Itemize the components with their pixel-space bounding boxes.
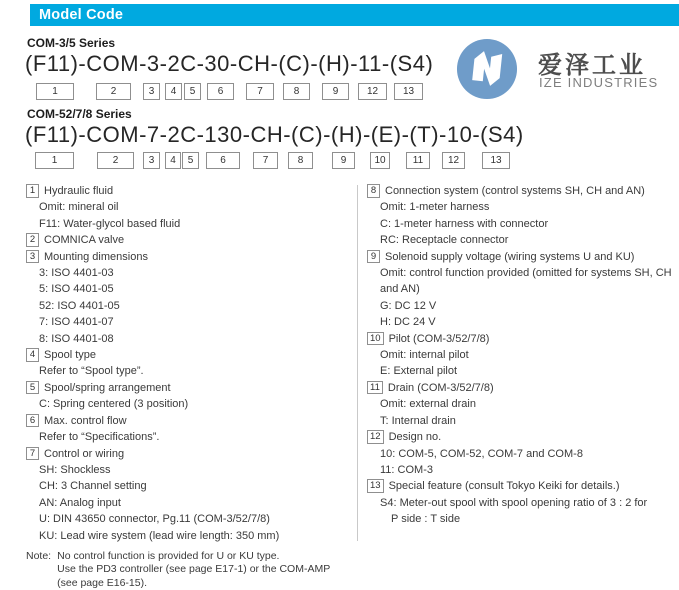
code-position-box: 3 — [143, 83, 160, 100]
code-position-box: 1 — [35, 152, 74, 169]
column-divider — [357, 185, 358, 541]
item-line: and AN) — [380, 283, 420, 296]
item-line: 8: ISO 4401-08 — [39, 332, 114, 345]
item-line: 5: ISO 4401-05 — [39, 283, 114, 296]
item-line: F11: Water-glycol based fluid — [39, 217, 181, 230]
code-position-box: 12 — [358, 83, 387, 100]
note-line: Use the PD3 controller (see page E17-1) or the COM-AMP — [57, 563, 331, 576]
logo-cjk-text: 爱泽工业 — [538, 52, 646, 79]
logo-circle-icon — [456, 38, 518, 100]
ize-industries-logo — [456, 37, 674, 101]
code-position-box: 6 — [207, 83, 234, 100]
item-title: Control or wiring — [44, 447, 125, 460]
code-position-box: 7 — [246, 83, 274, 100]
item-line: T: Internal drain — [380, 414, 456, 427]
legend-item — [26, 446, 354, 544]
code-position-box: 11 — [406, 152, 430, 169]
item-line: E: External pilot — [380, 365, 458, 378]
item-line: 3: ISO 4401-03 — [39, 267, 114, 280]
item-title: COMNICA valve — [44, 234, 125, 247]
code-position-box: 2 — [96, 83, 131, 100]
item-number-box: 8 — [367, 184, 380, 198]
section-header-bar — [30, 4, 679, 26]
legend-item — [26, 347, 354, 380]
legend-item — [367, 429, 677, 478]
item-line: 7: ISO 4401-07 — [39, 316, 114, 329]
item-line: U: DIN 43650 connector, Pg.11 (COM-3/52/7/8) — [39, 513, 270, 526]
item-number-box: 4 — [26, 348, 39, 362]
series1-model-code: (F11)-COM-3-2C-30-CH-(C)-(H)-11-(S4) — [25, 51, 434, 76]
legend-item — [26, 380, 354, 413]
item-line: RC: Receptacle connector — [380, 234, 509, 247]
legend-item — [26, 249, 354, 347]
legend-item — [26, 413, 354, 446]
item-number-box: 13 — [367, 479, 384, 493]
code-position-box: 8 — [288, 152, 313, 169]
code-position-box: 5 — [182, 152, 199, 169]
item-line: AN: Analog input — [39, 496, 121, 509]
logo-latin-text: IZE INDUSTRIES — [539, 75, 659, 90]
legend-item — [367, 380, 677, 429]
item-title: Drain (COM-3/52/7/8) — [387, 381, 494, 394]
code-position-box: 4 — [165, 83, 182, 100]
item-number-box: 7 — [26, 447, 39, 461]
code-position-box: 3 — [143, 152, 160, 169]
code-position-box: 10 — [370, 152, 390, 169]
item-line: C: 1-meter harness with connector — [380, 217, 549, 230]
legend-item — [367, 183, 677, 249]
page-title: Model Code — [39, 7, 124, 23]
code-position-box: 1 — [36, 83, 74, 100]
item-number-box: 2 — [26, 233, 39, 247]
code-position-box: 8 — [283, 83, 310, 100]
item-line: KU: Lead wire system (lead wire length: 350 mm) — [39, 529, 280, 542]
item-line: Omit: mineral oil — [39, 201, 119, 214]
item-line: P side : T side — [391, 513, 461, 526]
item-line: Omit: internal pilot — [380, 349, 469, 362]
legend-item — [367, 478, 677, 527]
note-line: No control function is provided for U or KU type. — [57, 549, 280, 562]
item-number-box: 9 — [367, 250, 380, 264]
item-title: Connection system (control systems SH, CH and AN) — [385, 185, 645, 197]
series2-model-code: (F11)-COM-7-2C-130-CH-(C)-(H)-(E)-(T)-10-(S4) — [25, 122, 524, 147]
item-line: SH: Shockless — [39, 463, 111, 476]
item-title: Solenoid supply voltage (wiring systems U and KU) — [385, 250, 635, 263]
code-position-box: 13 — [482, 152, 510, 169]
item-title: Design no. — [388, 431, 442, 444]
item-line: G: DC 12 V — [380, 299, 437, 312]
series1-title: COM-3/5 Series — [27, 36, 116, 50]
note-block — [26, 550, 354, 590]
item-number-box: 10 — [367, 332, 384, 346]
legend-item — [26, 232, 354, 248]
item-line: CH: 3 Channel setting — [39, 480, 147, 493]
legend-item — [26, 183, 354, 232]
item-title: Pilot (COM-3/52/7/8) — [388, 332, 490, 345]
item-line: S4: Meter-out spool with spool opening ratio of 3 : 2 for — [380, 496, 648, 509]
series-1-boxes — [0, 152, 679, 169]
item-title: Hydraulic fluid — [44, 185, 114, 197]
code-position-box: 6 — [206, 152, 240, 169]
item-line: 52: ISO 4401-05 — [39, 299, 120, 312]
legend-right — [367, 183, 677, 528]
code-position-box: 9 — [332, 152, 355, 169]
note-label: Note: — [26, 549, 52, 562]
code-position-box: 9 — [322, 83, 349, 100]
item-number-box: 6 — [26, 414, 39, 428]
code-position-box: 7 — [253, 152, 278, 169]
item-line: H: DC 24 V — [380, 316, 436, 329]
code-position-box: 12 — [442, 152, 465, 169]
item-line: 10: COM-5, COM-52, COM-7 and COM-8 — [380, 447, 583, 460]
item-line: Refer to “Specifications”. — [39, 431, 160, 444]
item-line: Omit: control function provided (omitted for systems SH, CH — [380, 267, 672, 280]
item-title: Spool/spring arrangement — [44, 381, 171, 394]
item-title: Special feature (consult Tokyo Keiki for details.) — [388, 480, 620, 493]
series2-title: COM-52/7/8 Series — [27, 107, 132, 121]
code-position-box: 4 — [165, 152, 181, 169]
item-title: Mounting dimensions — [44, 250, 148, 263]
item-number-box: 3 — [26, 250, 39, 264]
item-line: Omit: external drain — [380, 398, 476, 411]
code-position-box: 13 — [394, 83, 423, 100]
item-line: Omit: 1-meter harness — [380, 201, 490, 214]
code-position-box: 5 — [184, 83, 201, 100]
item-number-box: 12 — [367, 430, 384, 444]
item-line: 11: COM-3 — [380, 463, 433, 476]
legend-item — [367, 331, 677, 380]
legend-item — [367, 249, 677, 331]
item-number-box: 1 — [26, 184, 39, 198]
code-position-box: 2 — [97, 152, 134, 169]
note-line: (see page E16-15). — [57, 576, 148, 589]
item-number-box: 11 — [367, 381, 383, 395]
item-title: Spool type — [44, 349, 96, 362]
item-line: C: Spring centered (3 position) — [39, 398, 189, 411]
item-title: Max. control flow — [44, 414, 127, 427]
item-number-box: 5 — [26, 381, 39, 395]
legend-left — [26, 183, 354, 590]
item-line: Refer to “Spool type”. — [39, 365, 144, 378]
